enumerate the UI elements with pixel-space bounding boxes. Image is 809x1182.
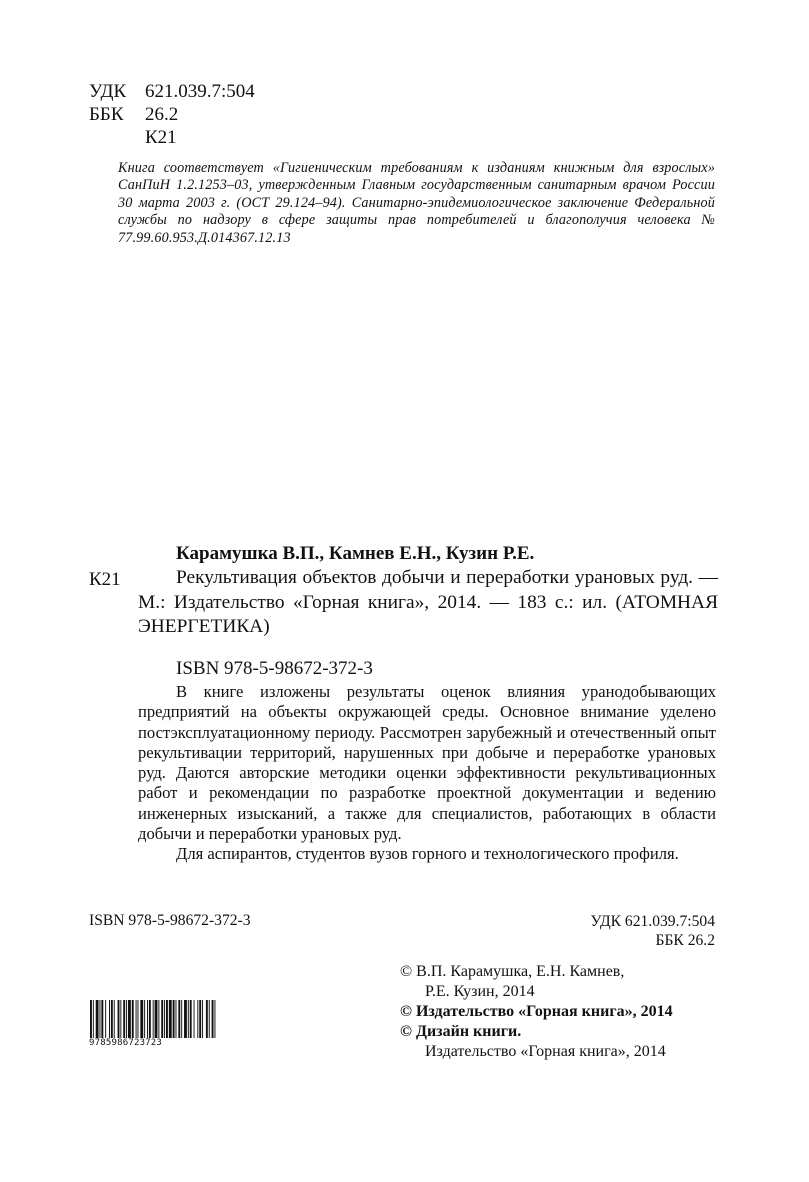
catalog-code: К21 bbox=[89, 569, 121, 590]
footer-classification bbox=[591, 912, 716, 950]
bbk-value: 26.2 bbox=[145, 104, 179, 125]
copyright-line-4: © Дизайн книги. bbox=[400, 1023, 522, 1040]
catalog-isbn: ISBN 978-5-98672-372-3 bbox=[176, 658, 373, 679]
hygiene-notice: Книга соответствует «Гигиеническим требованиям к изданиям книжным для взрослых» СанПиН 1.2.1253–03, утвержденным Главным государственным санитарным врачом России 30 марта 2003 г. (ОСТ 29.124–94). Санитарно-эпидемиологическое заключение Федеральной службы по надзору в сфере защиты прав потребителей и благополучия человека № 77.99.60.953.Д.014367.12.13 bbox=[118, 160, 715, 246]
catalog-description bbox=[138, 566, 718, 640]
copyright-line-5: Издательство «Горная книга», 2014 bbox=[425, 1043, 666, 1060]
bbk-label: ББК bbox=[89, 104, 124, 125]
copyright-block bbox=[400, 962, 673, 1062]
author-mark: К21 bbox=[145, 127, 177, 148]
catalog-description-text: Рекультивация объектов добычи и переработки урановых руд. — М.: Издательство «Горная книга», 2014. — 183 с.: ил. (АТОМНАЯ ЭНЕРГЕТИКА) bbox=[138, 567, 718, 637]
barcode-digits: 9785986723723 bbox=[89, 1038, 217, 1048]
udc-value: 621.039.7:504 bbox=[145, 81, 255, 102]
author-mark-row bbox=[89, 126, 255, 149]
abstract-paragraph-2: Для аспирантов, студентов вузов горного и технологического профиля. bbox=[176, 844, 679, 864]
catalog-authors: Карамушка В.П., Камнев Е.Н., Кузин Р.Е. bbox=[176, 543, 535, 564]
copyright-line-1: © В.П. Карамушка, Е.Н. Камнев, bbox=[400, 963, 625, 980]
abstract-paragraph-1: В книге изложены результаты оценок влияния уранодобывающих предприятий на объекты окружающей среды. Основное внимание уделено постэксплуатационному периоду. Рассмотрен зарубежный и отечественный опыт рекультивации территорий, нарушенных при добыче и переработке урановых руд. Даются авторские методики оценки эффективности рекультивационных работ и рекомендации по разработке проектной документации и ведению инженерных изысканий, а также для специалистов, работающих в области добычи и переработки урановых руд. bbox=[138, 682, 716, 844]
footer-udc: УДК 621.039.7:504 bbox=[590, 913, 715, 930]
copyright-line-3: © Издательство «Горная книга», 2014 bbox=[400, 1003, 673, 1020]
bbk-row bbox=[89, 103, 255, 126]
classification-block bbox=[89, 80, 255, 149]
copyright-line-2: Р.Е. Кузин, 2014 bbox=[425, 983, 535, 1000]
footer-bbk: ББК 26.2 bbox=[655, 932, 715, 949]
footer-isbn: ISBN 978-5-98672-372-3 bbox=[89, 912, 251, 929]
udc-label: УДК bbox=[89, 81, 127, 102]
abstract bbox=[138, 682, 716, 865]
udc-row bbox=[89, 80, 255, 103]
